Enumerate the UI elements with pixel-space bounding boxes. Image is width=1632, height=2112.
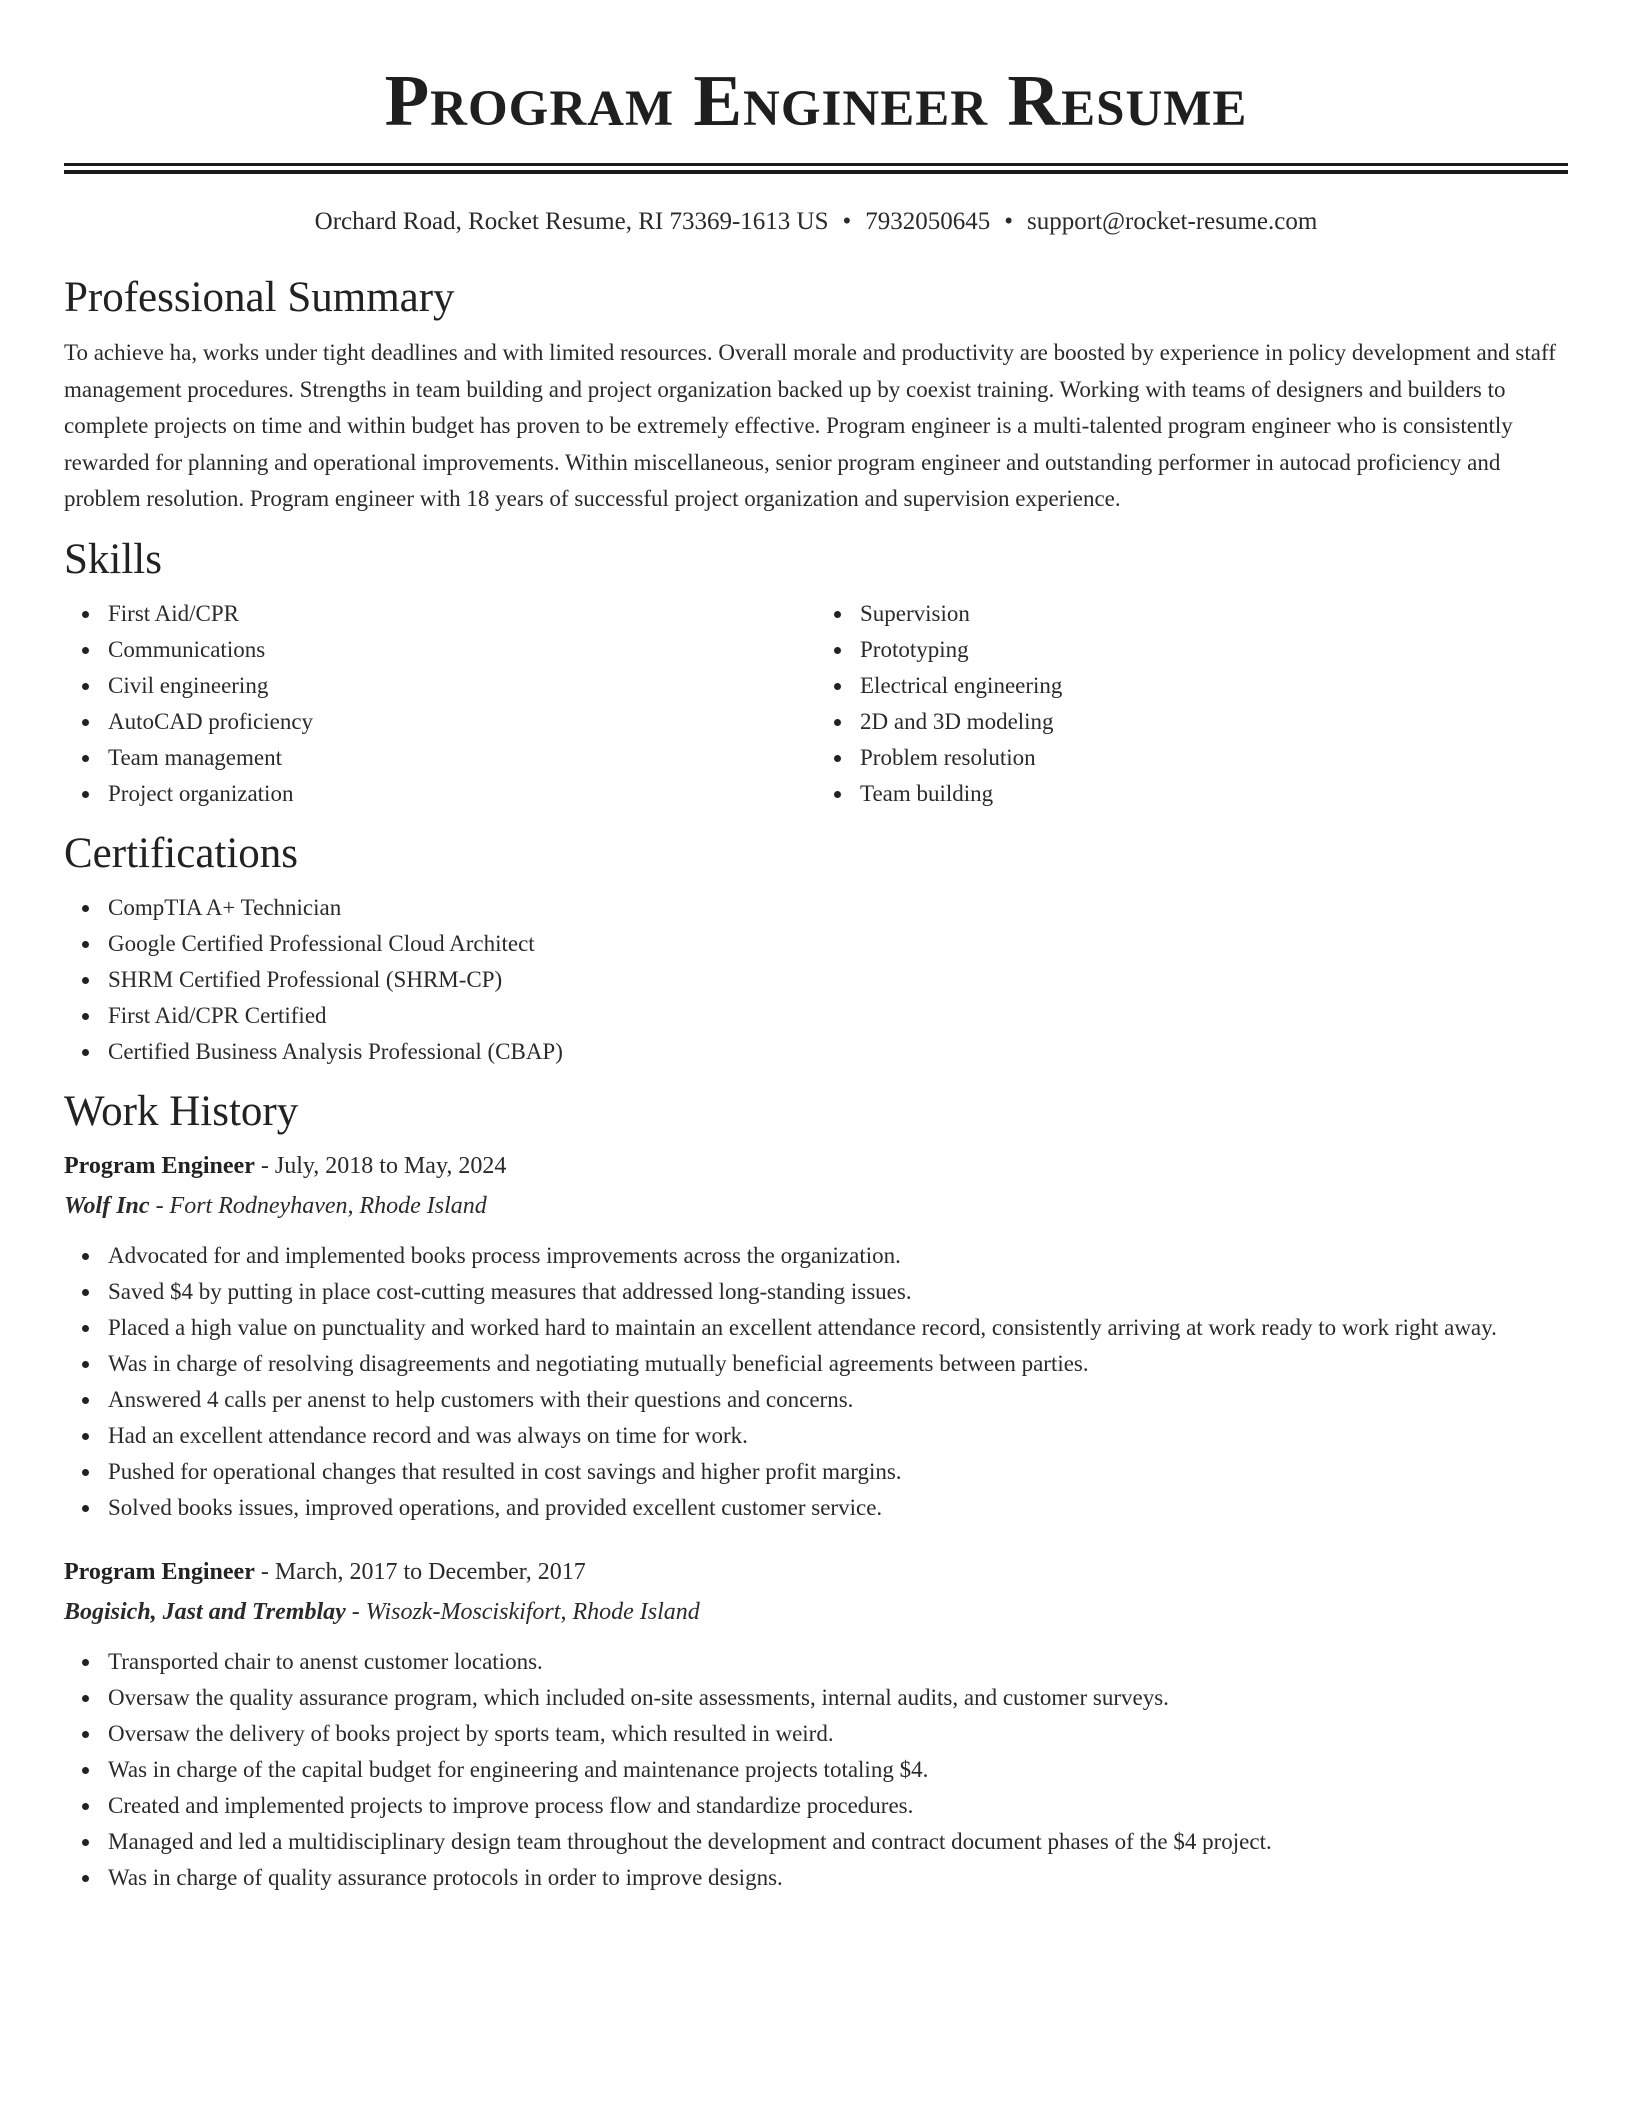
- skills-column-right: [816, 596, 1568, 812]
- job-entry: [64, 1552, 1568, 1896]
- skill-item: Team building: [860, 776, 1568, 812]
- job-duty: Managed and led a multidisciplinary design team throughout the development and contract document phases of the $4 project.: [108, 1824, 1568, 1860]
- job-title: Program Engineer: [64, 1558, 255, 1585]
- job-location: - Wisozk-Mosciskifort, Rhode Island: [345, 1598, 700, 1625]
- job-title: Program Engineer: [64, 1152, 255, 1179]
- skill-item: First Aid/CPR: [108, 596, 816, 632]
- job-company: Bogisich, Jast and Tremblay: [64, 1598, 346, 1625]
- job-company: Wolf Inc: [64, 1192, 150, 1219]
- job-title-line: [64, 1552, 1568, 1592]
- skills-heading: Skills: [64, 535, 162, 583]
- certification-item: First Aid/CPR Certified: [108, 998, 1568, 1034]
- job-duty: Oversaw the delivery of books project by sports team, which resulted in weird.: [108, 1716, 1568, 1752]
- certification-item: SHRM Certified Professional (SHRM-CP): [108, 962, 1568, 998]
- job-company-line: [64, 1186, 1568, 1226]
- contact-separator: •: [1004, 208, 1014, 235]
- skill-item: Supervision: [860, 596, 1568, 632]
- certification-item: Google Certified Professional Cloud Architect: [108, 926, 1568, 962]
- skill-item: Problem resolution: [860, 740, 1568, 776]
- contact-line: [64, 206, 1568, 238]
- skill-item: Team management: [108, 740, 816, 776]
- skill-item: AutoCAD proficiency: [108, 704, 816, 740]
- job-duty: Pushed for operational changes that resulted in cost savings and higher profit margins.: [108, 1454, 1568, 1490]
- title-divider: [64, 163, 1568, 174]
- certifications-heading: Certifications: [64, 829, 299, 877]
- skill-item: Prototyping: [860, 632, 1568, 668]
- certifications-list: [64, 890, 1568, 1070]
- resume-title: Program Engineer Resume: [384, 60, 1248, 141]
- contact-email: support@rocket-resume.com: [1027, 208, 1318, 235]
- certification-item: CompTIA A+ Technician: [108, 890, 1568, 926]
- job-duty: Had an excellent attendance record and was always on time for work.: [108, 1418, 1568, 1454]
- job-dates: - March, 2017 to December, 2017: [254, 1558, 586, 1585]
- job-location: - Fort Rodneyhaven, Rhode Island: [149, 1192, 487, 1219]
- job-duties-list: [64, 1238, 1568, 1526]
- job-duty: Solved books issues, improved operations, and provided excellent customer service.: [108, 1490, 1568, 1526]
- skill-item: Civil engineering: [108, 668, 816, 704]
- summary-text: To achieve ha, works under tight deadlines and with limited resources. Overall morale and productivity are boosted by experience in policy development and staff management procedures. Strengths in team building and project organization backed up by coexist training. Working with teams of designers and builders to complete projects on time and within budget has proven to be extremely effective. Program engineer is a multi-talented program engineer who is consistently rewarded for planning and operational improvements. Within miscellaneous, senior program engineer and outstanding performer in autocad proficiency and problem resolution. Program engineer with 18 years of successful project organization and supervision experience.: [64, 340, 1556, 511]
- job-duty: Answered 4 calls per anenst to help customers with their questions and concerns.: [108, 1382, 1568, 1418]
- job-duty: Transported chair to anenst customer locations.: [108, 1644, 1568, 1680]
- job-duty: Created and implemented projects to improve process flow and standardize procedures.: [108, 1788, 1568, 1824]
- summary-heading: Professional Summary: [64, 274, 455, 321]
- job-duty: Was in charge of resolving disagreements and negotiating mutually beneficial agreements between parties.: [108, 1346, 1568, 1382]
- skills-grid: [64, 596, 1568, 812]
- contact-separator: •: [842, 208, 852, 235]
- job-dates: - July, 2018 to May, 2024: [254, 1152, 507, 1179]
- job-duty: Was in charge of the capital budget for engineering and maintenance projects totaling $4.: [108, 1752, 1568, 1788]
- skill-item: Communications: [108, 632, 816, 668]
- job-duty: Placed a high value on punctuality and worked hard to maintain an excellent attendance record, consistently arriving at work ready to work right away.: [108, 1310, 1568, 1346]
- work-history-heading: Work History: [64, 1087, 299, 1135]
- job-duty: Advocated for and implemented books process improvements across the organization.: [108, 1238, 1568, 1274]
- skill-item: Project organization: [108, 776, 816, 812]
- skill-item: 2D and 3D modeling: [860, 704, 1568, 740]
- job-duty: Saved $4 by putting in place cost-cutting measures that addressed long-standing issues.: [108, 1274, 1568, 1310]
- contact-phone: 7932050645: [865, 208, 991, 235]
- job-entry: [64, 1146, 1568, 1526]
- contact-address: Orchard Road, Rocket Resume, RI 73369-1613 US: [314, 208, 829, 235]
- certification-item: Certified Business Analysis Professional (CBAP): [108, 1034, 1568, 1070]
- job-duties-list: [64, 1644, 1568, 1896]
- skill-item: Electrical engineering: [860, 668, 1568, 704]
- job-duty: Was in charge of quality assurance protocols in order to improve designs.: [108, 1860, 1568, 1896]
- job-duty: Oversaw the quality assurance program, which included on-site assessments, internal audits, and customer surveys.: [108, 1680, 1568, 1716]
- job-title-line: [64, 1146, 1568, 1186]
- skills-column-left: [64, 596, 816, 812]
- job-company-line: [64, 1592, 1568, 1632]
